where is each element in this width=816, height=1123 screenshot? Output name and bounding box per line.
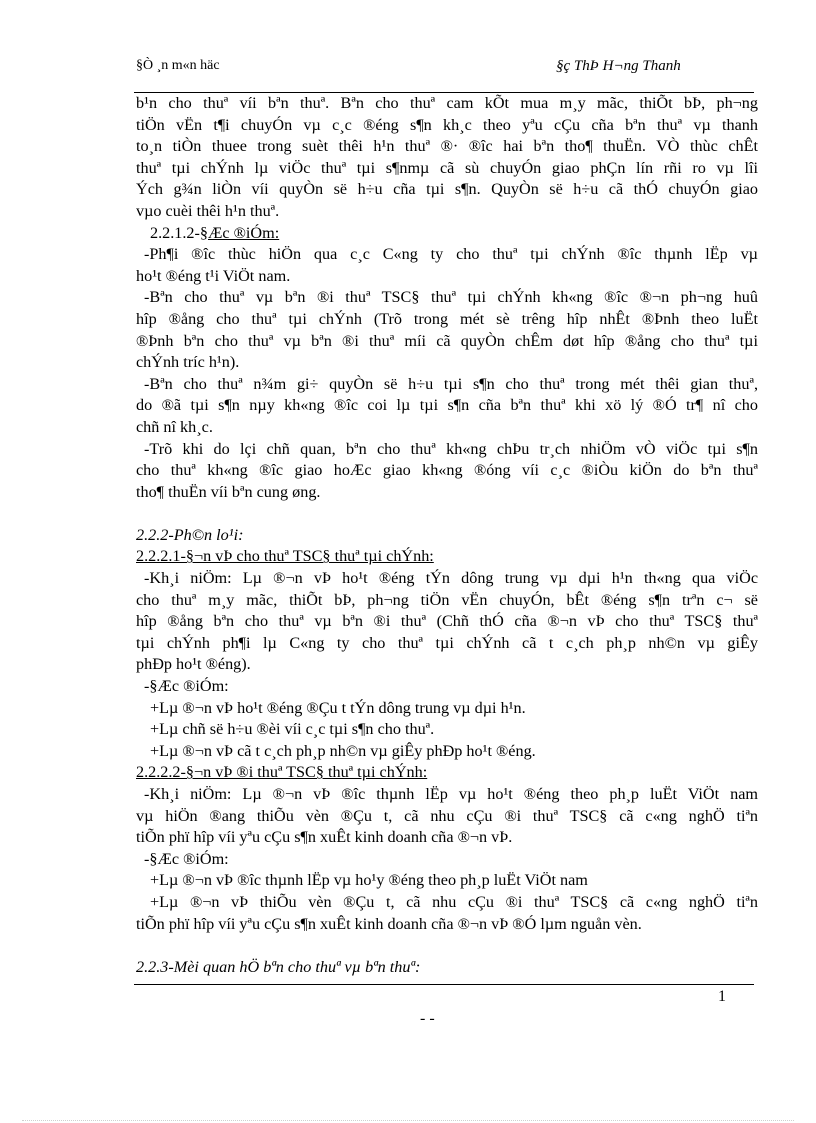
blank-line [136, 935, 758, 957]
text-line: ho¹t ®éng t¹i ViÖt nam. [136, 266, 291, 285]
header-left: §Ò ¸n m«n häc [136, 58, 220, 73]
text-line: -Trõ khi do lçi chñ quan, bªn cho thuª kh«ng chÞu tr¸ch nhiÖm vÒ viÖc tµi s¶n [144, 439, 758, 458]
section-heading: 2.2.1.2-§Æc ®iÓm: [150, 223, 280, 242]
page-bottom-dotted-line [22, 1120, 794, 1121]
text-line: chÝnh tríc h¹n). [136, 353, 240, 372]
text-line: +Lµ ®¬n vÞ cã t c¸ch ph¸p nh©n vµ giÊy phÐp ho¹t ®éng. [150, 741, 536, 760]
text-line: -Kh¸i niÖm: Lµ ®¬n vÞ ®îc thµnh lËp vµ ho¹t ®éng theo ph¸p luËt ViÖt nam [144, 785, 758, 803]
text-line: hîp ®ång cho thuª tµi chÝnh (Trõ trong mét sè trêng hîp nhÊt ®Þnh theo luËt [136, 309, 758, 328]
text-line: tho¶ thuËn víi bªn cung øng. [136, 482, 321, 501]
text-line: +Lµ chñ së h÷u ®èi víi c¸c tµi s¶n cho thuª. [150, 720, 435, 739]
text-line: chñ nî kh¸c. [136, 417, 213, 436]
text-line: Ých g¾n liÒn víi quyÒn së h÷u cña tµi s¶n. QuyÒn së h÷u cã thÓ chuyÓn giao [136, 180, 758, 199]
header-right: §ç ThÞ H¬ng Thanh [556, 58, 681, 74]
section-heading-underlined: §Æc ®iÓm: [199, 223, 280, 242]
document-body [136, 93, 758, 978]
page-dash: - - [420, 1010, 435, 1027]
text-line: +Lµ ®¬n vÞ ho¹t ®éng ®Çu t tÝn dông trung vµ dµi h¹n. [150, 698, 526, 717]
text-line: thuª tµi chÝnh lµ viÖc thuª tµi s¶nmµ cã sù chuyÓn giao phÇn lín rñi ro vµ lîi [136, 158, 758, 177]
section-heading: 2.2.2-Ph©n lo¹i: [136, 525, 244, 544]
text-line: hîp ®ång bªn cho thuª vµ bªn ®i thuª (Chñ thÓ cña ®¬n vÞ cho thuª TSC§ thuª [136, 612, 758, 631]
text-line: cho thuª kh«ng ®îc giao hoÆc giao kh«ng ®óng víi c¸c ®iÒu kiÖn do bªn thuª [136, 461, 758, 480]
page-number: 1 [718, 988, 726, 1005]
text-line: ®Þnh bªn cho thuª vµ bªn ®i thuª míi cã quyÒn chÊm døt hîp ®ång cho thuª tµi [136, 331, 758, 350]
text-line: phÐp ho¹t ®éng). [136, 655, 251, 674]
text-line: vµo cuèi thêi h¹n thuª. [136, 201, 280, 220]
section-heading: 2.2.3-Mèi quan hÖ bªn cho thuª vµ bªn thuª: [136, 957, 421, 976]
text-line: cho thuª m¸y mãc, thiÕt bÞ, ph¬ng tiÖn vËn chuyÓn, bÊt ®éng s¶n trªn c¬ së [136, 590, 758, 609]
section-heading: 2.2.2.1-§¬n vÞ cho thuª TSC§ thuª tµi chÝnh: [136, 547, 434, 566]
text-line: +Lµ ®¬n vÞ thiÕu vèn ®Çu t, cã nhu cÇu ®i thuª TSC§ cã c«ng nghÖ tiªn [150, 892, 758, 911]
text-line: -Ph¶i ®îc thùc hiÖn qua c¸c C«ng ty cho thuª tµi chÝnh ®îc thµnh lËp vµ [144, 245, 758, 264]
blank-line [136, 503, 758, 525]
text-line: -Bªn cho thuª n¾m gi÷ quyÒn së h÷u tµi s¶n cho thuª trong mét thêi gian thuª, [144, 374, 758, 393]
section-heading: 2.2.2.2-§¬n vÞ ®i thuª TSC§ thuª tµi chÝnh: [136, 763, 428, 782]
text-line: b¹n cho thuª víi bªn thuª. Bªn cho thuª cam kÕt mua m¸y mãc, thiÕt bÞ, ph¬ng [136, 94, 758, 112]
text-line: tµi chÝnh ph¶i lµ C«ng ty cho thuª tµi chÝnh cã t c¸ch ph¸p nh©n vµ giÊy [136, 633, 758, 652]
text-line: vµ hiÖn ®ang thiÕu vèn ®Çu t, cã nhu cÇu ®i thuª TSC§ cã c«ng nghÖ tiªn [136, 806, 758, 825]
text-line: -§Æc ®iÓm: [144, 849, 229, 868]
text-line: +Lµ ®¬n vÞ ®îc thµnh lËp vµ ho¹y ®éng theo ph¸p luËt ViÖt nam [150, 871, 588, 890]
text-line: to¸n tiÒn thuee trong suèt thêi h¹n thuª ®· ®îc hai bªn tho¶ thuËn. VÒ thùc chÊt [136, 137, 758, 156]
text-line: -§Æc ®iÓm: [144, 677, 229, 696]
text-line: tiÖn vËn t¶i chuyÓn vµ c¸c ®éng s¶n kh¸c theo yªu cÇu cña bªn thuª vµ thanh [136, 115, 758, 134]
text-line: tiÕn phï hîp víi yªu cÇu s¶n xuÊt kinh doanh cña ®¬n vÞ. [136, 828, 513, 847]
text-line: tiÕn phï hîp víi yªu cÇu s¶n xuÊt kinh doanh cña ®¬n vÞ ®Ó lµm nguån vèn. [136, 914, 642, 933]
footer-rule [134, 984, 754, 985]
text-line: -Bªn cho thuª vµ bªn ®i thuª TSC§ thuª tµi chÝnh kh«ng ®îc ®¬n ph¬ng huû [144, 288, 758, 307]
text-line: do ®ã tµi s¶n nµy kh«ng ®îc coi lµ tµi s¶n cña bªn thuª khi xö lý ®Ó tr¶ nî cho [136, 396, 758, 415]
text-line: -Kh¸i niÖm: Lµ ®¬n vÞ ho¹t ®éng tÝn dông trung vµ dµi h¹n th«ng qua viÖc [144, 569, 758, 588]
